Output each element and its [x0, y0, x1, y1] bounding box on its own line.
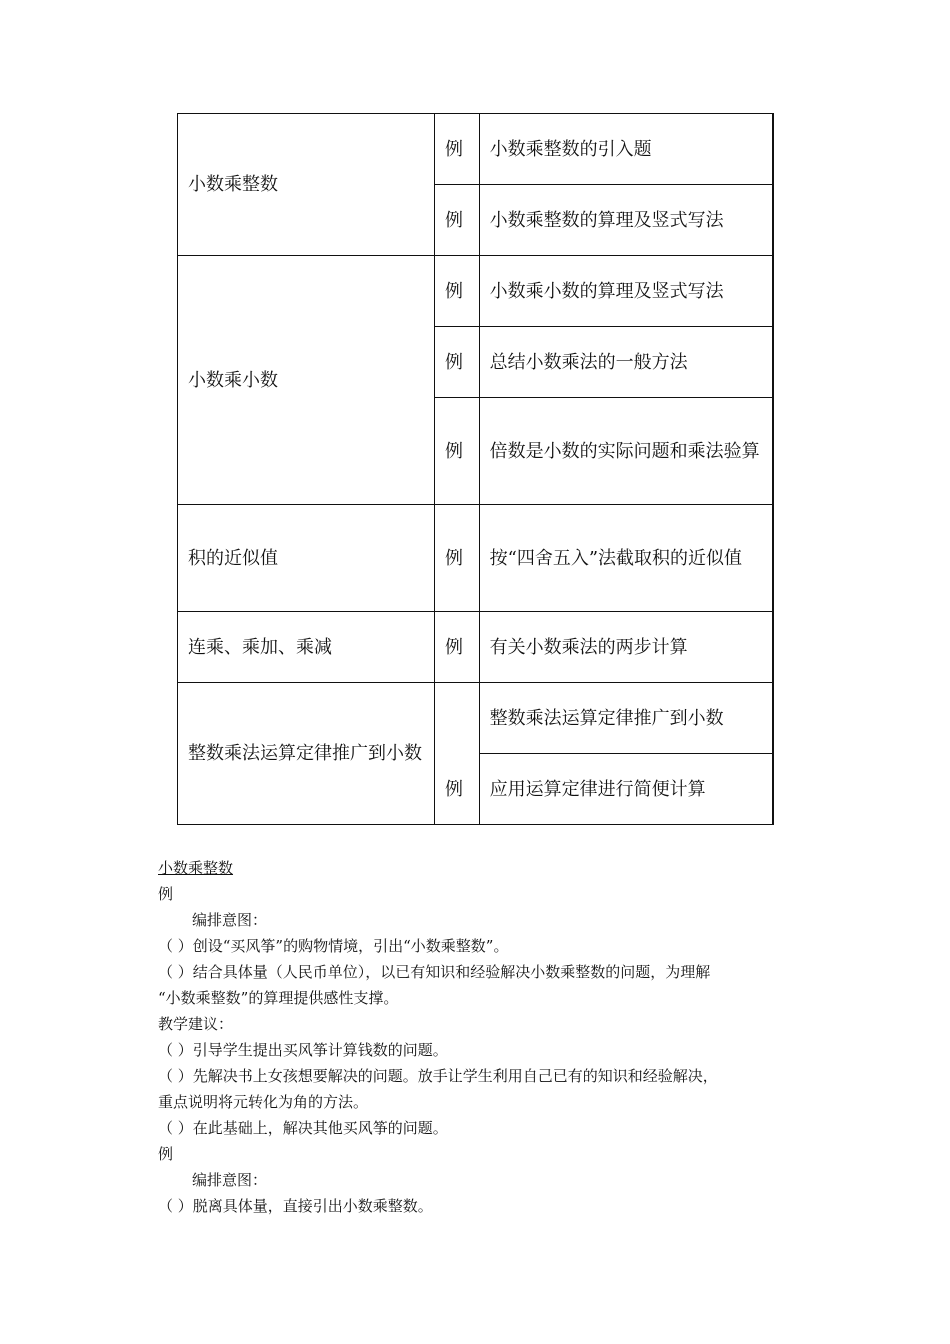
intent-heading: 编排意图：: [192, 911, 268, 929]
topic-cell: 有关小数乘法的两步计算: [479, 612, 773, 683]
paragraph: 重点说明将元转化为角的方法。: [158, 1093, 369, 1111]
topic-cell: 按“四舍五入”法截取积的近似值: [479, 505, 773, 612]
topic-cell: 应用运算定律进行简便计算: [479, 754, 773, 825]
example-label: 例: [434, 327, 479, 398]
example-label: 例: [434, 505, 479, 612]
topic-cell: 小数乘整数的算理及竖式写法: [479, 185, 773, 256]
example-label: 例: [434, 612, 479, 683]
group-title: 小数乘整数: [178, 114, 435, 256]
example-label: 例: [434, 683, 479, 825]
paragraph: “小数乘整数”的算理提供感性支撑。: [158, 989, 399, 1007]
example-label: 例: [434, 114, 479, 185]
topic-cell: 小数乘整数的引入题: [479, 114, 773, 185]
table-row: [178, 114, 774, 185]
paragraph: （ ）脱离具体量，直接引出小数乘整数。: [158, 1197, 433, 1215]
example-label: 例: [158, 1145, 174, 1163]
topic-cell: 倍数是小数的实际问题和乘法验算: [479, 398, 773, 505]
table-row: [178, 256, 774, 327]
example-label: 例: [434, 185, 479, 256]
table-row: [178, 612, 774, 683]
body-text: [158, 855, 798, 1219]
paragraph: （ ）在此基础上，解决其他买风筝的问题。: [158, 1119, 448, 1137]
group-title: 连乘、乘加、乘减: [178, 612, 435, 683]
example-label: 例: [434, 256, 479, 327]
table-row: [178, 505, 774, 612]
table-row: [178, 683, 774, 754]
intent-heading: 编排意图：: [192, 1171, 268, 1189]
content-table: [177, 113, 774, 825]
topic-cell: 整数乘法运算定律推广到小数: [479, 683, 773, 754]
topic-cell: 小数乘小数的算理及竖式写法: [479, 256, 773, 327]
example-label: 例: [434, 398, 479, 505]
group-title: 整数乘法运算定律推广到小数: [178, 683, 435, 825]
example-label: 例: [158, 885, 174, 903]
paragraph: （ ）先解决书上女孩想要解决的问题。放手让学生利用自己已有的知识和经验解决，: [158, 1067, 718, 1085]
suggestion-heading: 教学建议：: [158, 1015, 234, 1033]
group-title: 小数乘小数: [178, 256, 435, 505]
paragraph: （ ）创设“买风筝”的购物情境，引出“小数乘整数”。: [158, 937, 509, 955]
paragraph: （ ）引导学生提出买风筝计算钱数的问题。: [158, 1041, 448, 1059]
topic-cell: 总结小数乘法的一般方法: [479, 327, 773, 398]
paragraph: （ ）结合具体量（人民币单位），以已有知识和经验解决小数乘整数的问题，为理解: [158, 963, 711, 981]
section-title: 小数乘整数: [158, 859, 234, 877]
group-title: 积的近似值: [178, 505, 435, 612]
